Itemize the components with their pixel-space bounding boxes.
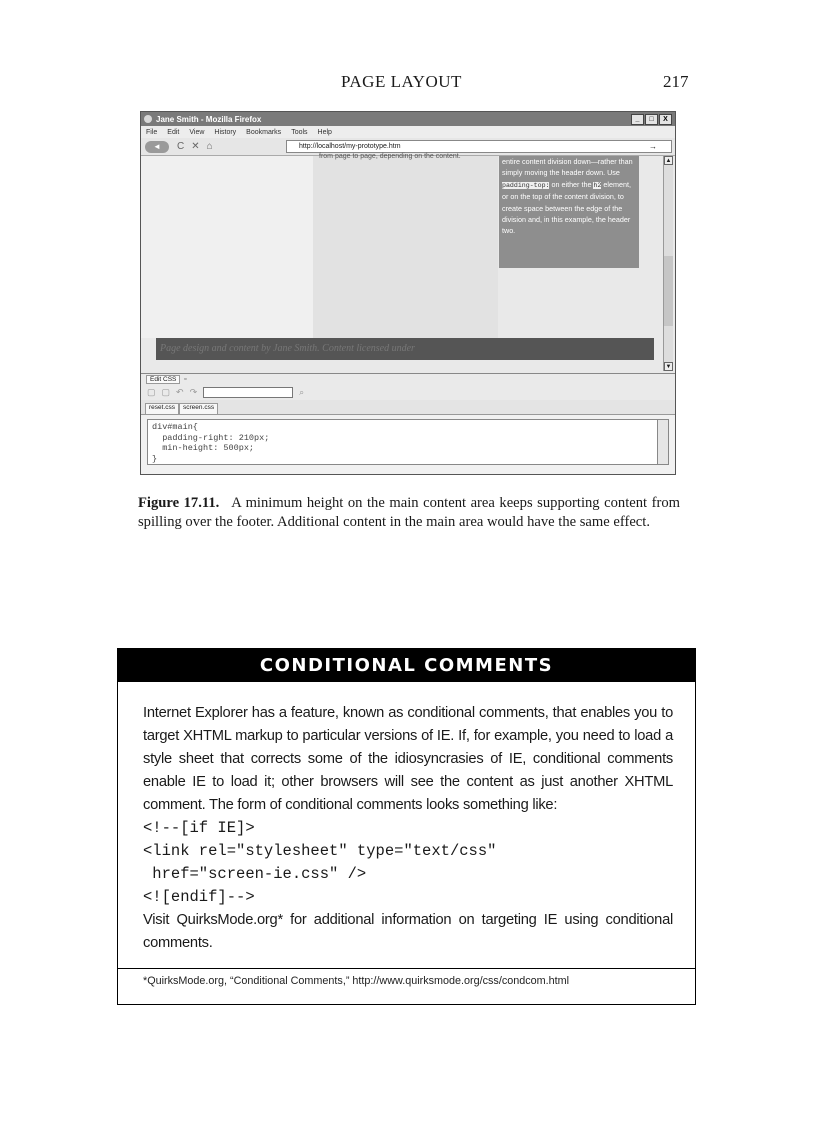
firefox-logo-icon bbox=[144, 115, 152, 123]
save-icon[interactable]: ▢ bbox=[161, 387, 171, 397]
back-button[interactable]: ◄ bbox=[145, 141, 169, 153]
search-icon[interactable]: ⌕ bbox=[299, 387, 305, 397]
main-content-area bbox=[313, 156, 498, 338]
page-header-title: PAGE LAYOUT bbox=[341, 72, 462, 91]
file-tab-reset[interactable]: reset.css bbox=[145, 403, 179, 414]
menu-view[interactable]: View bbox=[189, 128, 205, 136]
code-line-3: href="screen-ie.css" /> bbox=[143, 865, 367, 883]
redo-icon[interactable]: ↷ bbox=[189, 387, 198, 397]
inspect-icon[interactable]: ▫ bbox=[184, 376, 187, 383]
edit-css-tab[interactable]: Edit CSS bbox=[146, 375, 180, 384]
browser-viewport bbox=[141, 153, 675, 374]
running-head bbox=[0, 72, 816, 94]
sidebar-text-1: entire content division down—rather than simply moving the header down. Use bbox=[502, 157, 633, 178]
page-number: 217 bbox=[663, 72, 689, 91]
menu-history[interactable]: History bbox=[214, 128, 237, 136]
window-title: Jane Smith - Mozilla Firefox bbox=[156, 114, 262, 124]
box-footnote: *QuirksMode.org, “Conditional Comments,” http://www.quirksmode.org/css/condcom.html bbox=[143, 975, 570, 987]
page-left-area bbox=[141, 156, 313, 338]
code-line-2: <link rel="stylesheet" type="text/css" bbox=[143, 842, 497, 860]
css-editor[interactable] bbox=[147, 419, 669, 465]
firebug-tabs bbox=[141, 374, 675, 385]
editor-scrollbar[interactable] bbox=[657, 420, 668, 464]
css-code: div#main{ padding-right: 210px; min-height: 500px; } bbox=[152, 422, 270, 464]
page-sidebar bbox=[499, 156, 639, 268]
editor-toolbar bbox=[141, 385, 675, 400]
window-titlebar bbox=[141, 112, 675, 126]
url-input[interactable] bbox=[286, 140, 672, 153]
figure-label: Figure 17.11. bbox=[138, 495, 220, 511]
code-line-4: <![endif]--> bbox=[143, 888, 255, 906]
stop-icon[interactable]: ✕ bbox=[191, 141, 200, 152]
page-footer: Page design and content by Jane Smith. Content licensed under bbox=[156, 338, 654, 360]
box-paragraph-1: Internet Explorer has a feature, known as conditional comments, that enables you to target XHTML markup to particular versions of IE. If, for example, you need to load a style sheet that corrects some of the idiosyncrasies of IE, conditional comments enable IE to load it; other browsers will see the content as just another XHTML comment. The form of conditional comments looks something like: bbox=[143, 705, 673, 813]
figure-caption bbox=[138, 494, 680, 532]
box-heading: CONDITIONAL COMMENTS bbox=[118, 649, 695, 682]
menu-help[interactable]: Help bbox=[317, 128, 332, 136]
scroll-down-icon[interactable]: ▼ bbox=[665, 364, 672, 370]
main-content-text: from page to page, depending on the content. bbox=[319, 153, 461, 160]
scroll-thumb[interactable] bbox=[664, 256, 673, 326]
reload-icon[interactable]: C bbox=[177, 141, 185, 152]
caption-text: A minimum height on the main content area keeps supporting content from spilling over the footer. Additional content in the main area would have the same effect. bbox=[138, 495, 680, 530]
url-text: http://localhost/my-prototype.htm bbox=[299, 143, 401, 150]
open-icon[interactable]: ▢ bbox=[147, 387, 156, 397]
undo-icon[interactable]: ↶ bbox=[176, 387, 184, 397]
figure-screenshot bbox=[140, 111, 676, 475]
sidebar-text-2: on either the bbox=[549, 179, 594, 189]
menu-tools[interactable]: Tools bbox=[291, 128, 308, 136]
menu-file[interactable]: File bbox=[146, 128, 158, 136]
footnote-divider bbox=[118, 968, 695, 969]
file-tabs bbox=[141, 400, 675, 415]
minimize-icon[interactable]: _ bbox=[631, 114, 644, 125]
sidebar-text-3: element, or on the top of the content division, to create space between the edge of the division and, in this example, the header two. bbox=[502, 179, 631, 236]
editor-search-input[interactable] bbox=[203, 387, 293, 398]
box-paragraph-2: Visit QuirksMode.org* for additional information on targeting IE using conditional comments. bbox=[143, 912, 673, 951]
home-icon[interactable]: ⌂ bbox=[206, 141, 213, 152]
scroll-up-icon[interactable]: ▲ bbox=[665, 158, 672, 164]
sidebar-code-1: padding-top: bbox=[502, 181, 550, 189]
menu-bookmarks[interactable]: Bookmarks bbox=[246, 128, 282, 136]
close-icon[interactable]: X bbox=[659, 114, 672, 125]
maximize-icon[interactable]: □ bbox=[645, 114, 658, 125]
go-arrow-icon[interactable]: → bbox=[649, 142, 657, 151]
conditional-comments-box bbox=[117, 648, 696, 1005]
vertical-scrollbar[interactable] bbox=[663, 156, 673, 371]
code-line-1: <!--[if IE]> bbox=[143, 819, 255, 837]
file-tab-screen[interactable]: screen.css bbox=[179, 403, 218, 414]
box-body bbox=[143, 702, 673, 955]
menu-edit[interactable]: Edit bbox=[167, 128, 180, 136]
menu-bar bbox=[141, 126, 675, 138]
sidebar-code-2: h2 bbox=[593, 181, 602, 189]
